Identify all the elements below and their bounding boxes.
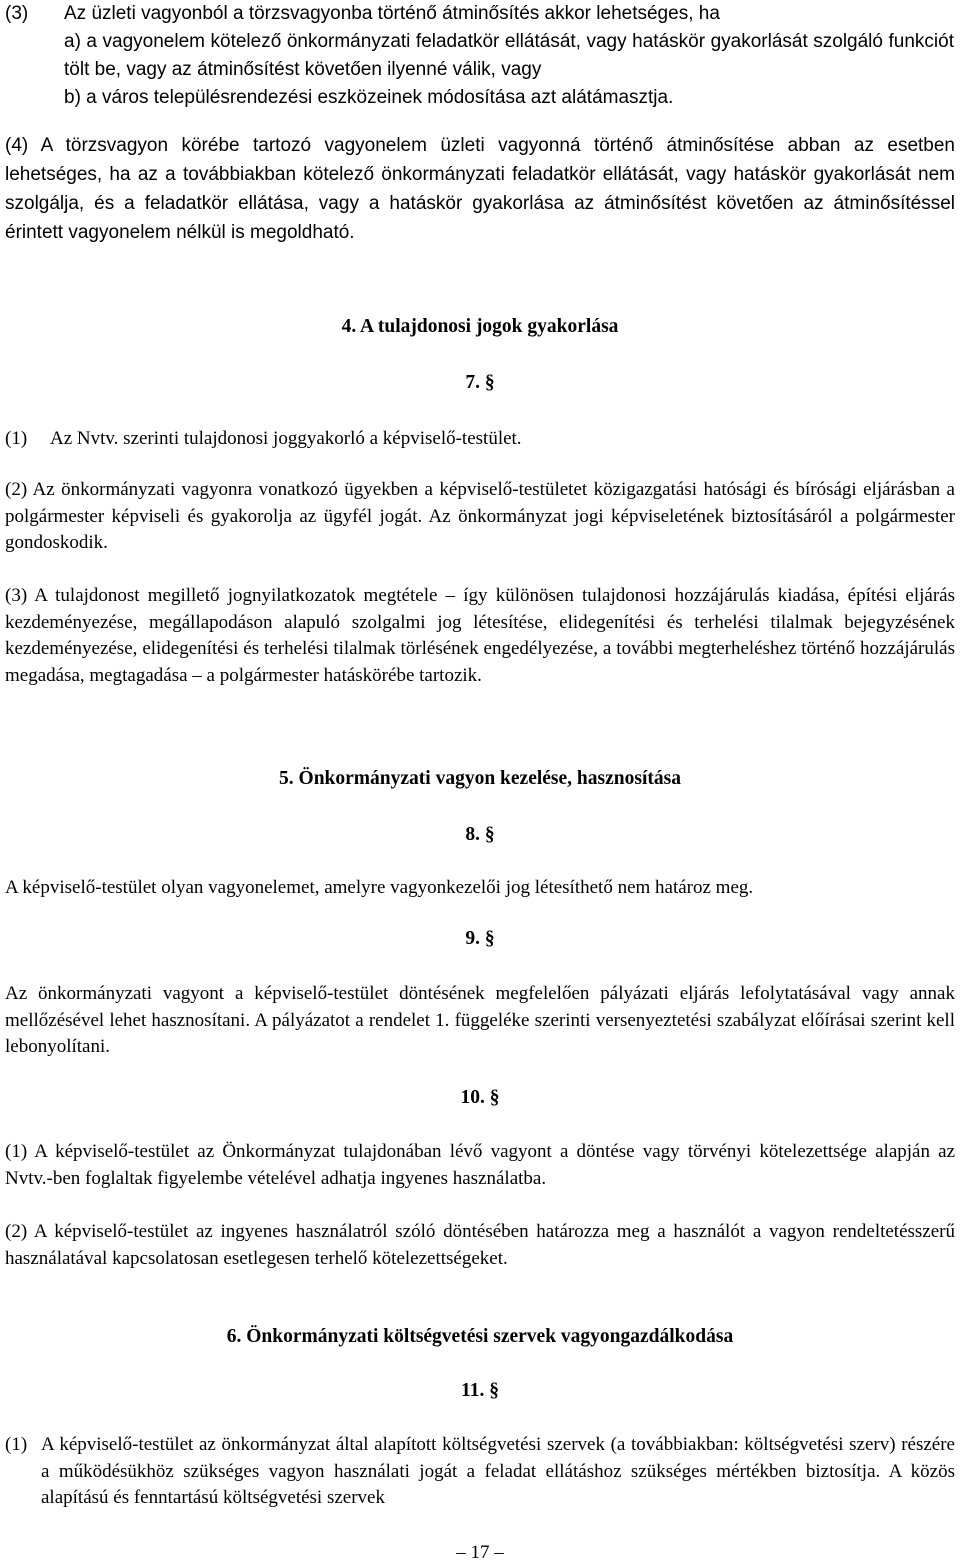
paragraph-number: (1) [5,1434,28,1455]
paragraph-3-intro: Az üzleti vagyonból a törzsvagyonba történő átminősítés akkor lehetséges, ha [64,3,720,24]
section-10-heading: 10. § [460,1087,500,1108]
section-9-heading: 9. § [465,928,495,949]
chapter-6-title: 6. Önkormányzati költségvetési szervek vagyongazdálkodása [226,1326,734,1347]
chapter-5-title: 5. Önkormányzati vagyon kezelése, hasznosítása [279,768,681,789]
page-number: – 17 – [456,1542,504,1563]
section-8-text: A képviselő-testület olyan vagyonelemet, amelyre vagyonkezelői jog létesíthető nem határoz meg. [5,877,754,898]
paragraph-3-item-a: a) a vagyonelem kötelező önkormányzati feladatkör ellátását, vagy hatáskör gyakorlását szolgáló funkciót tölt be, vagy az átminősítést követően ilyenné válik, vagy [64,31,954,80]
paragraph-number: (3) [5,3,29,24]
section-10-paragraph-1: (1) A képviselő-testület az Önkormányzat tulajdonában lévő vagyont a döntése vagy törvényi kötelezettsége alapján az Nvtv.-ben foglaltak figyelembe vételével adhatja ingyenes használatba. [5,1141,955,1189]
section-11-heading: 11. § [461,1380,499,1401]
paragraph-4: (4) A törzsvagyon körébe tartozó vagyonelem üzleti vagyonná történő átminősítése abban az esetben lehetséges, ha az a továbbiakban kötelező önkormányzati feladatkör ellátását, vagy hatáskör gyakorlását nem szolgálja, és a feladatkör ellátása, vagy a hatáskör gyakorlása az átminősítést követően az átminősítéssel érintett vagyonelem nélkül is megoldható. [5,135,955,243]
section-11-paragraph-1: A képviselő-testület az önkormányzat által alapított költségvetési szervek (a továbbiakban: költségvetési szerv) részére a működésükhöz szükséges vagyon használati jogát a feladat ellátáshoz szükséges mértékben biztosítja. A közös alapítású és fenntartású költségvetési szervek [41,1434,955,1508]
paragraph-number: (1) [5,428,28,449]
section-10-paragraph-2: (2) A képviselő-testület az ingyenes használatról szóló döntésében határozza meg a használót a vagyon rendeltetésszerű használatával kapcsolatosan esetlegesen terhelő kötelezettségeket. [5,1221,955,1269]
section-9-text: Az önkormányzati vagyont a képviselő-testület döntésének megfelelően pályázati eljárás lefolytatásával vagy annak mellőzésével lehet hasznosítani. A pályázatot a rendelet 1. függeléke szerinti versenyeztetési szabályzat előírásai szerint kell lebonyolítani. [5,983,955,1057]
chapter-4-title: 4. A tulajdonosi jogok gyakorlása [341,316,619,337]
section-7-heading: 7. § [465,372,495,393]
paragraph-3-item-b: b) a város településrendezési eszközeinek módosítása azt alátámasztja. [64,87,674,108]
section-8-heading: 8. § [465,824,495,845]
section-7-paragraph-2: (2) Az önkormányzati vagyonra vonatkozó ügyekben a képviselő-testületet közigazgatási hatósági és bírósági eljárásban a polgármester képviseli és gyakorolja az ügyfél jogát. Az önkormányzat jogi képviseletének biztosításáról a polgármester gondoskodik. [5,479,955,553]
section-7-paragraph-3: (3) A tulajdonost megillető jognyilatkozatok megtétele – így különösen tulajdonosi hozzájárulás kiadása, építési eljárás kezdeményezése, megállapodáson alapuló szolgalmi jog létesítése, elidegenítési és terhelési tilalmak bejegyzésének kezdeményezése, elidegenítési és terhelési tilalmak törlésének engedélyezése, a további megterheléshez történő hozzájárulás megadása, megtagadása – a polgármester hatáskörébe tartozik. [5,585,955,686]
section-7-paragraph-1: Az Nvtv. szerinti tulajdonosi joggyakorló a képviselő-testület. [50,428,522,449]
